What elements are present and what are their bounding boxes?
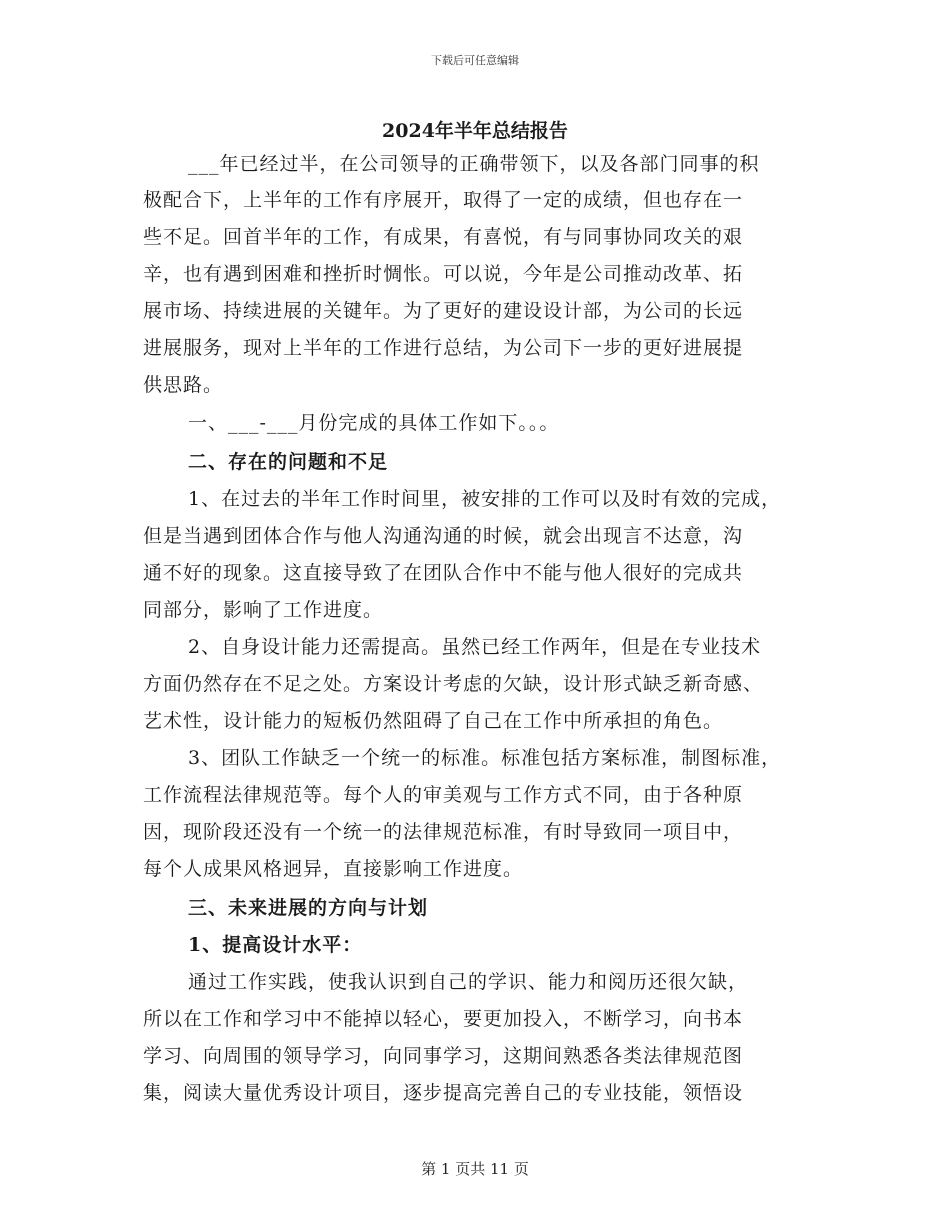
paragraph-line: 展市场、持续进展的关键年。为了更好的建设设计部，为公司的长远 — [143, 300, 744, 322]
paragraph-line: 极配合下，上半年的工作有序展开，取得了一定的成绩，但也存在一 — [143, 189, 744, 211]
paragraph-line: 但是当遇到团体合作与他人沟通沟通的时候，就会出现言不达意，沟 — [143, 525, 744, 547]
document-title: 2024年半年总结报告 — [382, 120, 568, 142]
paragraph-line: 学习、向周围的领导学习，向同事学习，这期间熟悉各类法律规范图 — [143, 1045, 744, 1067]
page-header-note: 下载后可任意编辑 — [431, 54, 519, 67]
paragraph-line: 每个人成果风格迥异，直接影响工作进度。 — [143, 858, 524, 880]
paragraph-line: 3、团队工作缺乏一个统一的标准。标准包括方案标准，制图标准， — [188, 747, 782, 769]
paragraph-line: 通不好的现象。这直接导致了在团队合作中不能与他人很好的完成共 — [143, 562, 744, 584]
paragraph-line: 因，现阶段还没有一个统一的法律规范标准，有时导致同一项目中， — [143, 821, 744, 843]
section-heading: 二、存在的问题和不足 — [188, 451, 389, 473]
section-line: 一、___-___月份完成的具体工作如下。。。 — [188, 412, 560, 434]
paragraph-line: 进展服务，现对上半年的工作进行总结，为公司下一步的更好进展提 — [143, 337, 744, 359]
paragraph-line: 工作流程法律规范等。每个人的审美观与工作方式不同，由于各种原 — [143, 784, 744, 806]
paragraph-line: 方面仍然存在不足之处。方案设计考虑的欠缺，设计形式缺乏新奇感、 — [143, 673, 764, 695]
paragraph-line: 辛，也有遇到困难和挫折时惆怅。可以说，今年是公司推动改革、拓 — [143, 263, 744, 285]
subsection-heading: 1、提高设计水平： — [188, 934, 363, 956]
section-heading: 三、未来进展的方向与计划 — [188, 897, 429, 919]
paragraph-line: 集，阅读大量优秀设计项目，逐步提高完善自己的专业技能，领悟设 — [143, 1082, 744, 1104]
page-number-footer: 第 1 页共 11 页 — [421, 1160, 529, 1178]
paragraph-line: 供思路。 — [143, 374, 224, 396]
paragraph-line: 艺术性，设计能力的短板仍然阻碍了自己在工作中所承担的角色。 — [143, 710, 724, 732]
paragraph-line: 些不足。回首半年的工作，有成果，有喜悦，有与同事协同攻关的艰 — [143, 226, 744, 248]
paragraph-line: ___年已经过半，在公司领导的正确带领下，以及各部门同事的积 — [188, 153, 760, 175]
paragraph-line: 同部分，影响了工作进度。 — [143, 599, 384, 621]
paragraph-line: 通过工作实践，使我认识到自己的学识、能力和阅历还很欠缺， — [188, 971, 749, 993]
paragraph-line: 2、自身设计能力还需提高。虽然已经工作两年，但是在专业技术 — [188, 636, 762, 658]
paragraph-line: 1、在过去的半年工作时间里，被安排的工作可以及时有效的完成， — [188, 488, 782, 510]
paragraph-line: 所以在工作和学习中不能掉以轻心，要更加投入，不断学习，向书本 — [143, 1008, 744, 1030]
